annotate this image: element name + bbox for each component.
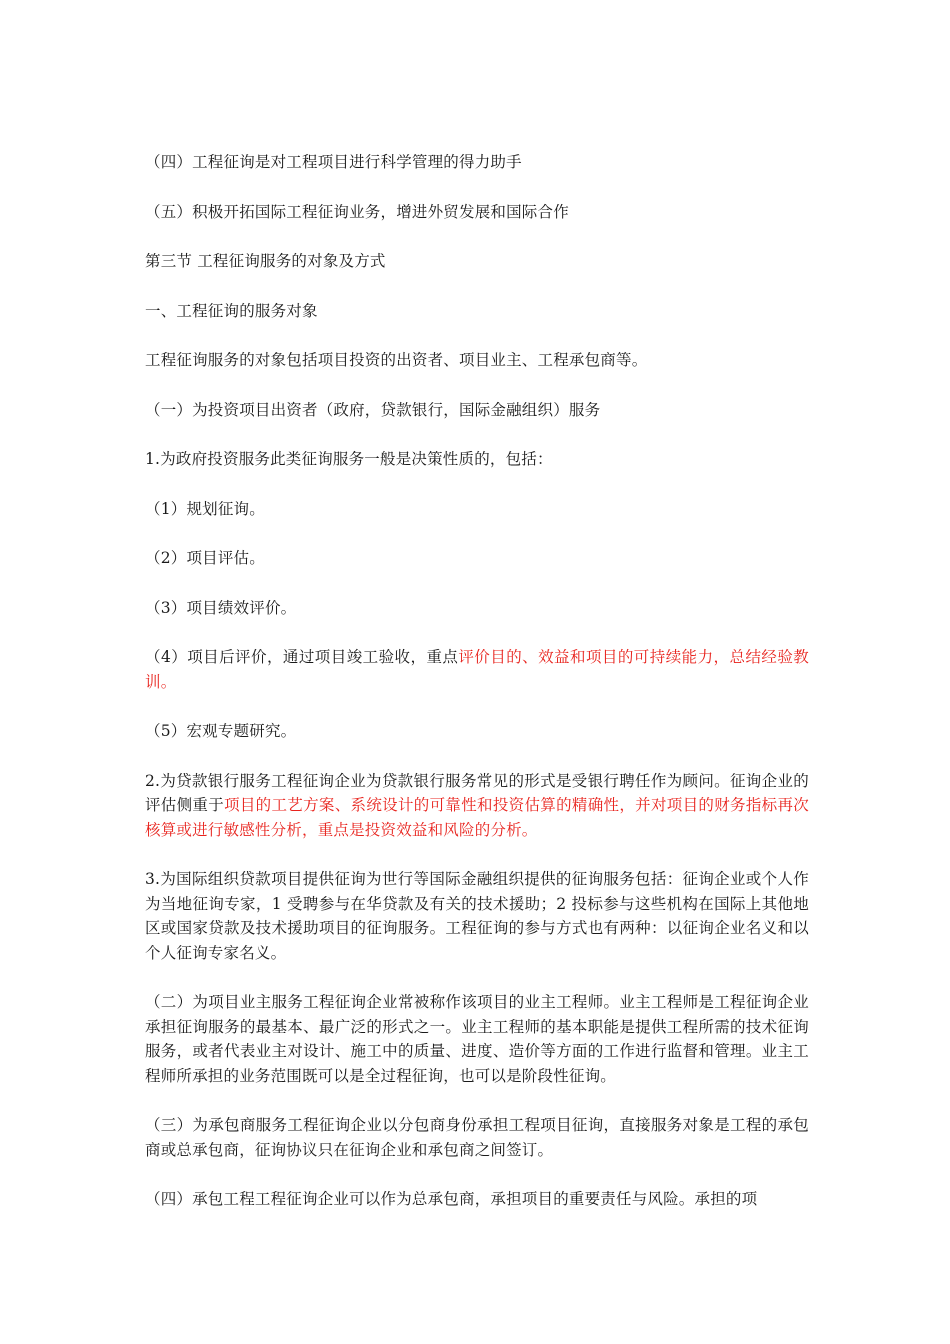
paragraph xyxy=(145,769,809,843)
paragraph xyxy=(145,1113,809,1162)
paragraph xyxy=(145,497,809,522)
paragraph xyxy=(145,249,809,274)
paragraph xyxy=(145,299,809,324)
paragraph xyxy=(145,398,809,423)
paragraph xyxy=(145,645,809,694)
text-run: 一、工程征询的服务对象 xyxy=(145,301,318,320)
paragraph xyxy=(145,867,809,965)
highlighted-text: 项目的工艺方案、系统设计的可靠性和投资估算的精确性，并对项目的财务指标再次核算或进行敏感性分析，重点是投资效益和风险的分析。 xyxy=(145,796,809,839)
text-run: 1.为政府投资服务此类征询服务一般是决策性质的，包括： xyxy=(145,450,553,468)
paragraph xyxy=(145,990,809,1088)
paragraph xyxy=(145,1187,809,1212)
text-run: （二）为项目业主服务工程征询企业常被称作该项目的业主工程师。业主工程师是工程征询企业承担征询服务的最基本、最广泛的形式之一。业主工程师的基本职能是提供工程所需的技术征询服务，或者代表业主对设计、施工中的质量、进度、造价等方面的工作进行监督和管理。业主工程师所承担的业务范围既可以是全过程征询，也可以是阶段性征询。 xyxy=(145,993,809,1085)
text-run: （3）项目绩效评价。 xyxy=(145,598,297,617)
paragraph xyxy=(145,447,809,472)
text-run: 2.为贷款银行服务工程征询企业为贷款银行服务常见的形式是受银行聘任作为顾问。征询企业的评估侧重于 xyxy=(145,771,809,814)
paragraph xyxy=(145,719,809,744)
text-run: （4）项目后评价，通过项目竣工验收，重点 xyxy=(145,648,459,666)
text-run: （四）工程征询是对工程项目进行科学管理的得力助手 xyxy=(145,153,522,171)
text-run: 第三节 工程征询服务的对象及方式 xyxy=(145,252,386,270)
paragraph xyxy=(145,546,809,571)
text-run: （2）项目评估。 xyxy=(145,549,265,567)
paragraph xyxy=(145,150,809,175)
highlighted-text: 评价目的、效益和项目的可持续能力，总结经验教训。 xyxy=(145,648,809,691)
paragraph xyxy=(145,348,809,373)
text-run: （三）为承包商服务工程征询企业以分包商身份承担工程项目征询，直接服务对象是工程的承包商或总承包商，征询协议只在征询企业和承包商之间签订。 xyxy=(145,1116,809,1159)
text-run: （五）积极开拓国际工程征询业务，增进外贸发展和国际合作 xyxy=(145,202,569,221)
document-page xyxy=(145,150,809,1237)
text-run: （四）承包工程工程征询企业可以作为总承包商，承担项目的重要责任与风险。承担的项 xyxy=(145,1190,758,1208)
text-run: （1）规划征询。 xyxy=(145,499,265,518)
text-run: （5）宏观专题研究。 xyxy=(145,722,297,740)
paragraph xyxy=(145,596,809,621)
paragraph xyxy=(145,200,809,225)
text-run: （一）为投资项目出资者（政府，贷款银行，国际金融组织）服务 xyxy=(145,400,601,419)
text-run: 3.为国际组织贷款项目提供征询为世行等国际金融组织提供的征询服务包括：征询企业或个人作为当地征询专家，1 受聘参与在华贷款及有关的技术援助；2 投标参与这些机构在国际上其他地区或国家贷款及技术援助项目的征询服务。工程征询的参与方式也有两种：以征询企业名义和以个人征询专家名义。 xyxy=(145,870,809,962)
text-run: 工程征询服务的对象包括项目投资的出资者、项目业主、工程承包商等。 xyxy=(145,351,648,369)
